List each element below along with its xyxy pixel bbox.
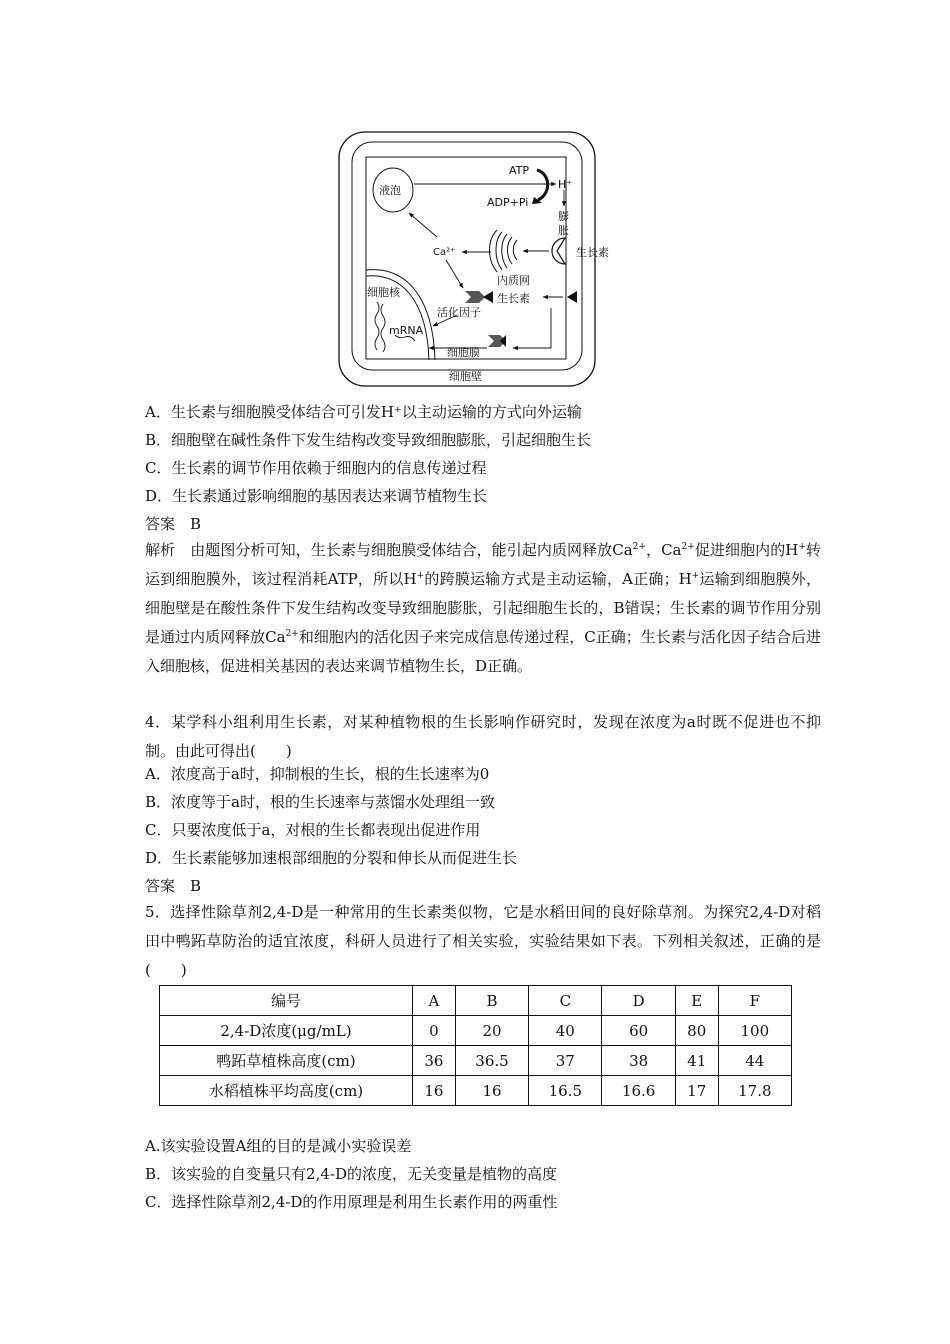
analysis-sup-6: 2+	[285, 629, 299, 639]
table-cell: 2,4-D浓度(μg/mL)	[160, 1016, 413, 1046]
label-wall: 细胞壁	[449, 370, 482, 383]
analysis-sup-4: +	[416, 571, 425, 581]
table-cell: 40	[529, 1016, 602, 1046]
label-swell-1: 膨	[558, 210, 569, 223]
table-cell: 38	[602, 1046, 675, 1076]
label-auxin-outside: 生长素	[576, 246, 609, 259]
q4-answer: 答案 B	[145, 877, 202, 895]
table-cell: 16.5	[529, 1076, 602, 1106]
label-membrane: 细胞膜	[447, 346, 480, 359]
table-cell: 16	[455, 1076, 528, 1106]
label-auxin-inside: 生长素	[497, 292, 530, 305]
q3-answer: 答案 B	[145, 515, 202, 533]
analysis-text-7: 和细胞内的活化因子来完成信息传递过程，C正确；生长素与活化因子结合后进入细胞核，促进相关基因的表达来调节植物生长，D正确。	[145, 628, 822, 675]
analysis-sup-1: 2+	[632, 542, 646, 552]
diagram-svg	[337, 130, 609, 388]
analysis-text-3: 促进细胞内的H	[694, 541, 799, 559]
table-row	[160, 1016, 792, 1046]
cell-wall-inner	[352, 142, 582, 370]
table-cell: D	[602, 986, 675, 1016]
table-cell: 36	[413, 1046, 456, 1076]
activator-shape-1	[465, 291, 485, 303]
auxin-triangle-2	[567, 291, 577, 303]
label-atp: ATP	[509, 164, 530, 177]
analysis-text-6: 运输到细胞膜外，细胞壁是在酸性条件下发生结构改变导致细胞膨胀，引起细胞生长的，B错误；生长素的调节作用分别是通过内质网释放Ca	[145, 570, 821, 646]
analysis-text-4: 转运到细胞膜外，该过程消耗ATP，所以H	[145, 541, 821, 588]
q3-option-d: D．生长素通过影响细胞的基因表达来调节植物生长	[145, 487, 488, 505]
q4-stem: 4．某学科小组利用生长素，对某种植物根的生长影响作研究时，发现在浓度为a时既不促进也不抑制。由此可得出( )	[145, 713, 821, 760]
label-nucleus: 细胞核	[367, 286, 400, 299]
q5-option-a: A.该实验设置A组的目的是减小实验误差	[145, 1137, 412, 1155]
q4-option-d: D．生长素能够加速根部细胞的分裂和伸长从而促进生长	[145, 849, 518, 867]
analysis-text-2: ，Ca	[645, 541, 682, 559]
table-header-row	[160, 986, 792, 1016]
analysis-sup-3: +	[798, 542, 806, 552]
table-cell: 37	[529, 1046, 602, 1076]
analysis-text-5: 的跨膜运输方式是主动运输，A正确；H	[424, 570, 692, 588]
table-cell: 16	[413, 1076, 456, 1106]
table-cell: 水稻植株平均高度(cm)	[160, 1076, 413, 1106]
table-cell: 鸭跖草植株高度(cm)	[160, 1046, 413, 1076]
table-cell: B	[455, 986, 528, 1016]
table-cell: 17	[675, 1076, 718, 1106]
label-swell-2: 胀	[558, 224, 569, 237]
table-cell: 16.6	[602, 1076, 675, 1106]
table-cell: 41	[675, 1046, 718, 1076]
table-cell: 20	[455, 1016, 528, 1046]
table-cell: F	[718, 986, 791, 1016]
er-shape	[490, 230, 518, 272]
q4-option-a: A．浓度高于a时，抑制根的生长，根的生长速率为0	[145, 765, 490, 783]
label-activator: 活化因子	[437, 306, 481, 319]
q5-option-b: B．该实验的自变量只有2,4-D的浓度，无关变量是植物的高度	[145, 1165, 557, 1183]
label-ca: Ca²⁺	[433, 247, 456, 258]
q4-option-b: B．浓度等于a时，根的生长速率与蒸馏水处理组一致	[145, 793, 495, 811]
analysis-text-1: 解析 由题图分析可知，生长素与细胞膜受体结合，能引起内质网释放Ca	[145, 541, 633, 559]
auxin-cell-diagram	[337, 130, 609, 388]
auxin-triangle-1	[483, 291, 493, 303]
table-cell: A	[413, 986, 456, 1016]
table-cell: C	[529, 986, 602, 1016]
table-cell: 80	[675, 1016, 718, 1046]
analysis-sup-2: 2+	[681, 542, 695, 552]
q3-option-b: B．细胞壁在碱性条件下发生结构改变导致细胞膨胀，引起细胞生长	[145, 431, 592, 449]
q3-option-a: A．生长素与细胞膜受体结合可引发H⁺以主动运输的方式向外运输	[145, 403, 582, 421]
table-cell: E	[675, 986, 718, 1016]
table-cell: 100	[718, 1016, 791, 1046]
table-cell: 60	[602, 1016, 675, 1046]
mrna-squiggle	[375, 302, 385, 352]
q5-option-c: C．选择性除草剂2,4-D的作用原理是利用生长素作用的两重性	[145, 1193, 558, 1211]
table-cell: 17.8	[718, 1076, 791, 1106]
label-er: 内质网	[497, 274, 530, 287]
label-vacuole: 液泡	[379, 184, 401, 197]
table-cell: 0	[413, 1016, 456, 1046]
table-cell: 44	[718, 1046, 791, 1076]
receptor-shape	[552, 238, 565, 264]
q5-stem: 5．选择性除草剂2,4-D是一种常用的生长素类似物，它是水稻田间的良好除草剂。为探究2,4-D对稻田中鸭跖草防治的适宜浓度，科研人员进行了相关实验，实验结果如下表。下列相关叙述，正确的是( )	[145, 903, 821, 979]
table-cell: 编号	[160, 986, 413, 1016]
q4-option-c: C．只要浓度低于a，对根的生长都表现出促进作用	[145, 821, 481, 839]
label-mrna: mRNA	[389, 324, 424, 337]
analysis-sup-5: +	[691, 571, 700, 581]
q3-option-c: C．生长素的调节作用依赖于细胞内的信息传递过程	[145, 459, 487, 477]
table-row	[160, 1046, 792, 1076]
table-row	[160, 1076, 792, 1106]
q5-data-table	[159, 985, 792, 1106]
q3-analysis	[145, 536, 821, 681]
label-h-plus: H⁺	[558, 178, 573, 191]
label-adp-pi: ADP+Pi	[487, 196, 529, 209]
table-cell: 36.5	[455, 1046, 528, 1076]
